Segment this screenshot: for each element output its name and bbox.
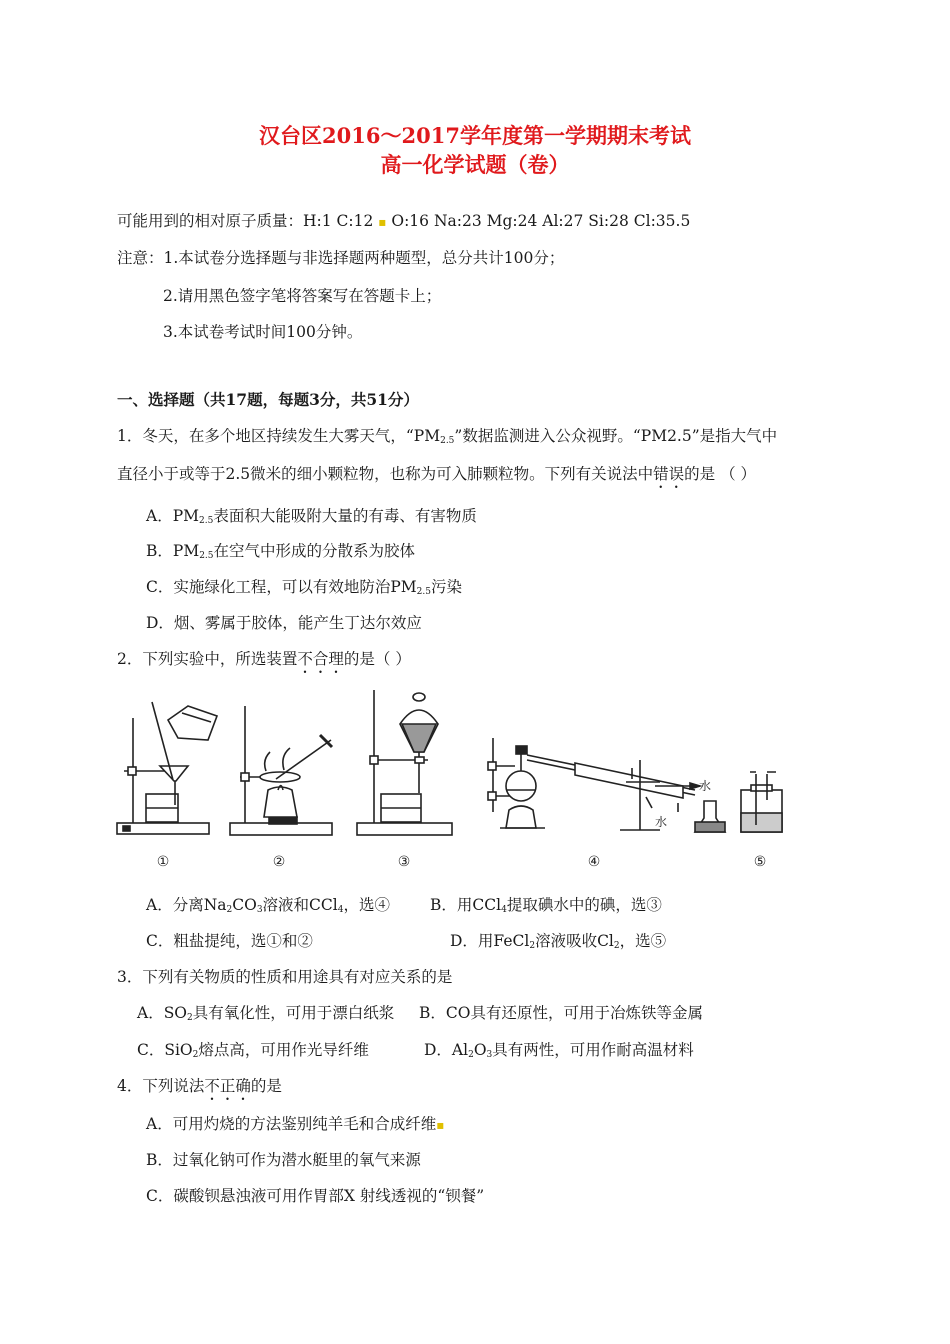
apparatus-label-4: ④ bbox=[587, 854, 601, 870]
q4-option-b: B．过氧化钠可作为潜水艇里的氧气来源 bbox=[146, 1151, 421, 1169]
apparatus-label-5: ⑤ bbox=[753, 854, 767, 870]
apparatus-2-evaporation bbox=[230, 706, 332, 835]
note-item: 3.本试卷考试时间100分钟。 bbox=[163, 323, 363, 341]
exam-title-line2: 高一化学试题（卷） bbox=[380, 152, 570, 177]
scan-mark: ▪ bbox=[436, 1118, 445, 1132]
q2-option-a: A．分离$Na_2CO_3$溶液和CCl$_4$，选④ bbox=[146, 896, 390, 915]
atomic-masses-part1: 可能用到的相对原子质量：H:1 C:12 bbox=[117, 212, 374, 230]
q1-option-d: D．烟、雾属于胶体，能产生丁达尔效应 bbox=[146, 614, 422, 632]
q4-option-c: C．碳酸钡悬浊液可用作胃部X 射线透视的“钡餐” bbox=[146, 1187, 485, 1205]
q4-option-a: A．可用灼烧的方法鉴别纯羊毛和合成纤维▪ bbox=[146, 1115, 445, 1133]
q2-option-d: D．用FeCl$_2$溶液吸收$Cl_2$，选⑤ bbox=[450, 932, 667, 951]
apparatus-4-distillation bbox=[488, 738, 725, 832]
q1-stem-line2: 直径小于或等于2.5微米的细小颗粒物，也称为可入肺颗粒物。下列有关说法中错误的是 （ ） bbox=[117, 465, 757, 483]
apparatus-5-wash-bottle bbox=[741, 772, 782, 832]
apparatus-1-filtration bbox=[117, 702, 217, 834]
q2-option-b: B．用CCl$_4$提取碘水中的碘，选③ bbox=[430, 896, 662, 915]
note-item: 2.请用黑色签字笔将答案写在答题卡上； bbox=[163, 287, 442, 305]
water-out-label: 水 bbox=[699, 779, 712, 793]
note-item: 1.本试卷分选择题与非选择题两种题型，总分共计100分； bbox=[163, 249, 565, 267]
q2-stem: 2．下列实验中，所选装置不合理的是（ ） bbox=[117, 650, 411, 668]
apparatus-label-3: ③ bbox=[397, 854, 411, 870]
q1-option-a: A．$PM_{2.5}$表面积大能吸附大量的有毒、有害物质 bbox=[146, 507, 477, 526]
section-heading: 一、选择题（共17题，每题3分，共51分） bbox=[117, 390, 419, 409]
q3-option-a: A．$SO_2$具有氧化性，可用于漂白纸浆 bbox=[137, 1004, 395, 1023]
notes-label: 注意： bbox=[117, 249, 164, 267]
q3-stem: 3．下列有关物质的性质和用途具有对应关系的是 bbox=[117, 968, 453, 986]
q1-option-c: C．实施绿化工程，可以有效地防治$PM_{2.5}$污染 bbox=[146, 578, 463, 597]
q4-stem: 4．下列说法不正确的是 bbox=[117, 1077, 282, 1095]
water-in-label: 水 bbox=[655, 815, 668, 829]
q1-stem-line1: 1．冬天，在多个地区持续发生大雾天气，“$PM_{2.5}$”数据监测进入公众视野。“PM2.5”是指大气中 bbox=[117, 427, 778, 446]
atomic-masses-part2: O:16 Na:23 Mg:24 Al:27 Si:28 Cl:35.5 bbox=[391, 212, 691, 230]
q2-option-c: C．粗盐提纯，选①和② bbox=[146, 932, 313, 950]
emphasis-text: 不合理 bbox=[297, 650, 344, 668]
apparatus-label-1: ① bbox=[156, 854, 170, 870]
q3-option-d: D．$Al_2O_3$具有两性，可用作耐高温材料 bbox=[424, 1041, 694, 1060]
q1-option-b: B．$PM_{2.5}$在空气中形成的分散系为胶体 bbox=[146, 542, 416, 561]
emphasis-text: 不正确 bbox=[204, 1077, 251, 1095]
apparatus-label-2: ② bbox=[272, 854, 286, 870]
apparatus-3-sep-funnel bbox=[357, 690, 452, 835]
q3-option-b: B．CO具有还原性，可用于冶炼铁等金属 bbox=[419, 1004, 703, 1022]
emphasis-text: 错误 bbox=[653, 465, 685, 483]
exam-title-line1: 汉台区2016～2017学年度第一学期期末考试 bbox=[259, 123, 691, 148]
q3-option-c: C．SiO$_2$熔点高，可用作光导纤维 bbox=[137, 1041, 369, 1060]
scan-mark: ▪ bbox=[378, 215, 387, 229]
